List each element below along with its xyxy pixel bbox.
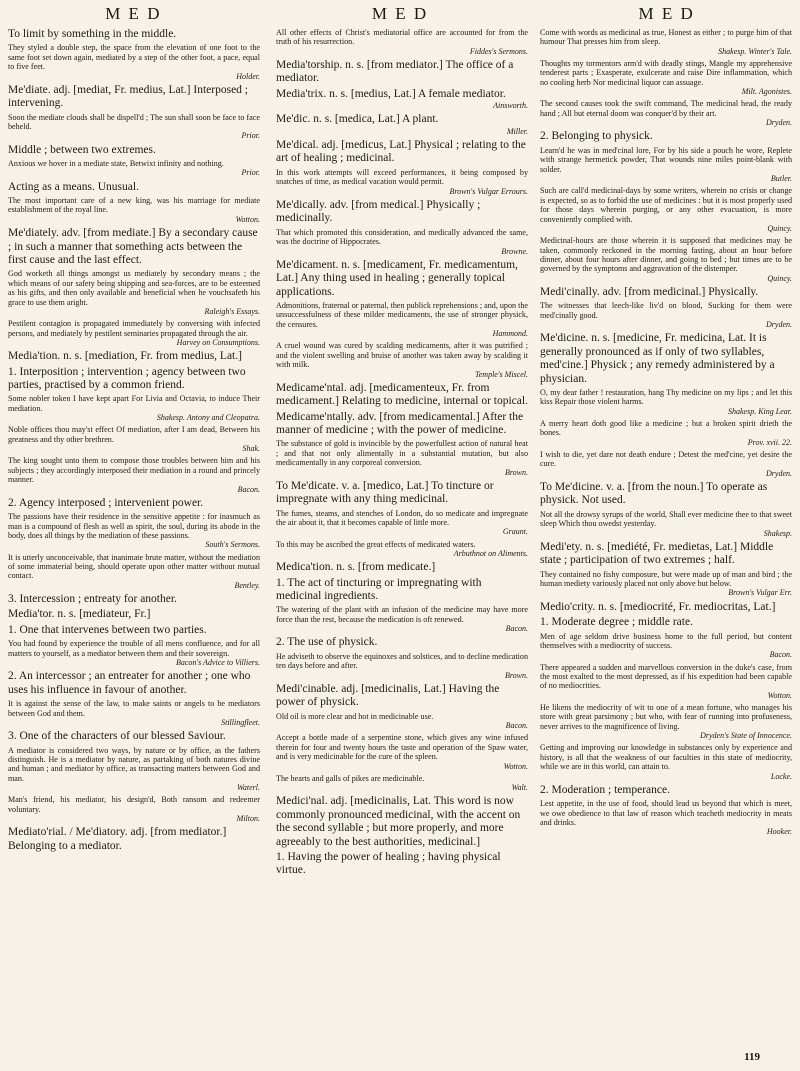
dictionary-entry bbox=[540, 570, 792, 599]
entry-citation: Fiddes's Sermons. bbox=[469, 46, 528, 56]
dictionary-entry bbox=[540, 784, 792, 797]
dictionary-entry bbox=[8, 269, 260, 317]
dictionary-entry bbox=[276, 88, 528, 112]
dictionary-entry bbox=[276, 411, 528, 438]
entry-definition: 2. The use of physick. bbox=[276, 636, 378, 649]
entry-citation: Arbuthnot on Aliments. bbox=[453, 549, 528, 559]
entry-definition: 2. Agency interposed ; intervenient power. bbox=[8, 496, 204, 509]
entry-quotation: Getting and improving our knowledge in substances only by experience and history, is all that the weakness of our faculties in this state of mediocrity, while we are in this world, can attain to. bbox=[540, 743, 792, 772]
dictionary-entry bbox=[540, 743, 792, 781]
entry-definition: Medi'cinally. adv. [from medicinal.] Physically. bbox=[540, 285, 759, 298]
entry-citation: Locke. bbox=[770, 771, 792, 781]
dictionary-entry bbox=[8, 425, 260, 454]
dictionary-entry bbox=[276, 259, 528, 299]
entry-definition: Medi'cinable. adj. [medicinalis, Lat.] Having the power of physick. bbox=[276, 682, 500, 709]
entry-definition: Acting as a means. Unusual. bbox=[8, 180, 139, 193]
dictionary-entry bbox=[8, 394, 260, 423]
dictionary-entry bbox=[540, 59, 792, 97]
dictionary-entry bbox=[8, 670, 260, 697]
entry-citation: Brown's Vulgar Err. bbox=[728, 588, 792, 598]
dictionary-entry bbox=[276, 712, 528, 732]
entry-definition: 2. An intercessor ; an entreater for another ; one who uses his influence in favour of another. bbox=[8, 670, 251, 696]
entry-quotation: O, my dear father ! restauration, hang Thy medicine on my lips ; and let this kiss Repair those violent harms. bbox=[540, 387, 792, 407]
dictionary-entry bbox=[8, 144, 260, 157]
dictionary-entry bbox=[540, 130, 792, 143]
entry-citation: Temple's Miscel. bbox=[475, 369, 528, 379]
entry-citation: Quincy. bbox=[767, 223, 792, 233]
dictionary-entry bbox=[8, 159, 260, 179]
entry-citation: Milt. Agonistes. bbox=[741, 87, 792, 97]
entry-citation: Milton. bbox=[236, 814, 260, 824]
entry-definition: Medi'ety. n. s. [mediété, Fr. medietas, Lat.] Middle state ; participation of two extremes ; half. bbox=[540, 540, 774, 567]
entry-quotation: The hearts and galls of pikes are medicinable. bbox=[276, 773, 425, 783]
entry-quotation: Men of age seldom drive business home to the full period, but content themselves with a mediocrity of success. bbox=[540, 631, 792, 650]
entry-quotation: Man's friend, his mediator, his design'd, Both ransom and redeemer voluntary. bbox=[8, 795, 260, 814]
entry-quotation: He adviseth to observe the equinoxes and solstices, and to decline medication ten days before and after. bbox=[276, 651, 528, 671]
entry-citation: Quincy. bbox=[767, 273, 792, 283]
entry-definition: Mediato'rial. / Me'diatory. adj. [from mediator.] Belonging to a mediator. bbox=[8, 826, 227, 852]
dictionary-entry bbox=[540, 99, 792, 128]
dictionary-entry bbox=[8, 84, 260, 111]
entry-citation: Shak. bbox=[242, 444, 260, 454]
entry-quotation: Pestilent contagion is propagated immediately by conversing with infected persons, and mediately by pestilent seminaries propagated through the air. bbox=[8, 319, 260, 338]
dictionary-entry bbox=[8, 113, 260, 142]
entry-definition: Me'dic. n. s. [medica, Lat.] A plant. bbox=[276, 113, 439, 126]
dictionary-entry bbox=[8, 639, 260, 668]
dictionary-entry bbox=[540, 388, 792, 417]
entry-citation: Raleigh's Essays. bbox=[204, 306, 260, 316]
entry-quotation: The witnesses that leech-like liv'd on blood, Sucking for them were med'cinally good. bbox=[540, 301, 792, 320]
entry-citation: Harvey on Consumptions. bbox=[176, 337, 260, 347]
dictionary-entry bbox=[8, 350, 260, 363]
entry-citation: Bacon. bbox=[237, 484, 260, 494]
entry-definition: Medicame'ntally. adv. [from medicamental.] After the manner of medicine ; with the power of medicine. bbox=[276, 410, 524, 436]
entry-quotation: Thoughts my tormentors arm'd with deadly stings, Mangle my apprehensive tenderest parts ; Exasperate, exulcerate and raise Dire inflammation, which no cooling herb Nor medicinal liquor can assuage. bbox=[540, 59, 792, 87]
entry-definition: 3. One of the characters of our blessed Saviour. bbox=[8, 730, 226, 743]
entry-quotation: Anxious we hover in a mediate state, Betwixt infinity and nothing. bbox=[8, 159, 224, 169]
entry-quotation: You had found by experience the trouble of all mens confluence, and for all matters to yourself, as a mediator between them and their sovereign. bbox=[8, 639, 260, 658]
dictionary-entry bbox=[540, 663, 792, 701]
dictionary-entry bbox=[276, 199, 528, 226]
entry-definition: Me'dically. adv. [from medical.] Physically ; medicinally. bbox=[276, 198, 481, 225]
entry-quotation: That which promoted this consideration, and medically advanced the same, was the doctrine of Hippocrates. bbox=[276, 227, 528, 247]
dictionary-entry bbox=[540, 799, 792, 837]
entry-citation: South's Sermons. bbox=[205, 540, 260, 550]
entry-citation: Bentley. bbox=[234, 580, 260, 590]
entry-quotation: The watering of the plant with an infusion of the medicine may have more force than the rest, because the medication is oft renewed. bbox=[276, 605, 528, 624]
entry-citation: Dryden. bbox=[766, 468, 792, 478]
dictionary-entry bbox=[540, 28, 792, 57]
dictionary-entry bbox=[540, 419, 792, 448]
entry-definition: Medici'nal. adj. [medicinalis, Lat. This word is now commonly pronounced medicinal, with the accent on the second syllable ; but more properly, and more agreeably to the best authorities, medicinal.] bbox=[276, 795, 521, 848]
running-header bbox=[0, 4, 800, 26]
entry-citation: Brown's Vulgar Errours. bbox=[449, 186, 528, 196]
entry-citation: Butler. bbox=[770, 174, 792, 184]
entry-definition: Media'trix. n. s. [medius, Lat.] A female mediator. bbox=[276, 87, 506, 100]
entry-citation: Dryden. bbox=[766, 320, 792, 330]
dictionary-entry bbox=[276, 733, 528, 771]
dictionary-entry bbox=[540, 186, 792, 234]
entry-quotation: They styled a double step, the space from the elevation of one foot to the same foot set down again, mediated by a step of the other foot, a pace, equal to five feet. bbox=[8, 43, 260, 72]
dictionary-entry bbox=[8, 624, 260, 637]
entry-citation: Shakesp. Antony and Cleopatra. bbox=[156, 413, 260, 423]
dictionary-entry bbox=[8, 196, 260, 225]
entry-definition: Medio'crity. n. s. [mediocrité, Fr. mediocritas, Lat.] bbox=[540, 600, 776, 613]
dictionary-entry bbox=[276, 577, 528, 604]
entry-citation: Bacon. bbox=[769, 650, 792, 660]
entry-quotation: Accept a bottle made of a serpentine stone, which gives any wine infused therein for four and twenty hours the taste and operation of the Spaw water, and is very medicinable for the cure of the spleen. bbox=[276, 733, 528, 762]
dictionary-entry bbox=[540, 510, 792, 539]
entry-quotation: There appeared a sudden and marvellous conversion in the duke's case, from the most exalted to the most depressed, as if his expedition had been capable of no mediocrities. bbox=[540, 662, 792, 691]
entry-citation: Ainsworth. bbox=[493, 101, 528, 111]
entry-quotation: A merry heart doth good like a medicine ; but a broken spirit drieth the bones. bbox=[540, 419, 792, 438]
dictionary-entry bbox=[540, 601, 792, 614]
entry-citation: Bacon's Advice to Villiers. bbox=[175, 658, 260, 668]
entry-quotation: He likens the mediocrity of wit to one of a mean fortune, who manages his store with great parsimony ; but who, with fear of running into profuseness, never arrives to the magnificence of living. bbox=[540, 702, 792, 731]
entry-definition: Media'tion. n. s. [mediation, Fr. from medius, Lat.] bbox=[8, 350, 242, 363]
entry-definition: Me'diately. adv. [from mediate.] By a secondary cause ; in such a manner that something acts between the first cause and the last effect. bbox=[8, 227, 258, 266]
dictionary-entry bbox=[540, 286, 792, 299]
entry-citation: Walt. bbox=[511, 783, 528, 793]
entry-quotation: I wish to die, yet dare not death endure ; Detest the med'cine, yet desire the cure. bbox=[540, 450, 792, 469]
entry-quotation: The second causes took the swift command, The medicinal head, the ready hand ; All but eternal doom was conquer'd by their art. bbox=[540, 99, 792, 118]
entry-definition: 3. Intercession ; entreaty for another. bbox=[8, 593, 177, 606]
entry-quotation: Learn'd he was in med'cinal lore, For by his side a pouch he wore, Replete with strange hermetick powder, That wounds nine miles point-blank with solder. bbox=[540, 145, 792, 174]
entry-definition: Medica'tion. n. s. [from medicate.] bbox=[276, 561, 436, 574]
entry-citation: Prov. xvii. 22. bbox=[747, 437, 792, 447]
dictionary-entry bbox=[276, 795, 528, 849]
dictionary-entry bbox=[8, 43, 260, 81]
dictionary-entry bbox=[276, 561, 528, 574]
entry-definition: Medicame'ntal. adj. [medicamenteux, Fr. from medicament.] Relating to medicine, internal or topical. bbox=[276, 381, 528, 408]
entry-definition: To Me'dicate. v. a. [medico, Lat.] To tincture or impregnate with any thing medicinal. bbox=[276, 479, 494, 506]
entry-citation: Stillingfleet. bbox=[221, 717, 260, 727]
dictionary-entry bbox=[276, 139, 528, 166]
entry-quotation: It is against the sense of the law, to make saints or angels to be mediators between God and them. bbox=[8, 699, 260, 718]
dictionary-entry bbox=[540, 541, 792, 568]
entry-citation: Dryden. bbox=[766, 118, 792, 128]
entry-citation: Shakesp. Winter's Tale. bbox=[718, 46, 792, 56]
entry-citation: Wotton. bbox=[503, 761, 528, 771]
entry-definition: Me'dical. adj. [medicus, Lat.] Physical ; relating to the art of healing ; medicinal. bbox=[276, 139, 526, 165]
entry-quotation: The passions have their residence in the sensitive appetite : for inasmuch as man is a compound of flesh as well as spirit, the soul, during its abode in the body, does all things by the mediation of these passions. bbox=[8, 512, 260, 541]
entry-citation: Bacon. bbox=[505, 624, 528, 634]
dictionary-entry bbox=[540, 301, 792, 330]
entry-quotation: Such are call'd medicinal-days by some writers, wherein no crisis or change is expected, so as to forbid the use of medicines : but it is most properly used for those days wherein purging, or any other evacuation, is more conveniently complied with. bbox=[540, 186, 792, 224]
entry-citation: Prior. bbox=[241, 131, 260, 141]
entry-citation: Prior. bbox=[241, 168, 260, 178]
header-right: M E D bbox=[638, 4, 695, 23]
entry-citation: Brown. bbox=[504, 670, 528, 680]
entry-definition: 1. Interposition ; intervention ; agency between two parties, practised by a common friend. bbox=[8, 365, 246, 391]
entry-citation: Wotton. bbox=[235, 214, 260, 224]
dictionary-entry bbox=[8, 512, 260, 550]
dictionary-entry bbox=[276, 439, 528, 477]
entry-citation: Shakesp. King Lear. bbox=[728, 406, 792, 416]
entry-quotation: Noble offices thou may'st effect Of mediation, after I am dead, Between his greatness and thy other brethren. bbox=[8, 425, 260, 444]
dictionary-entry bbox=[276, 382, 528, 409]
entry-quotation: A cruel wound was cured by scalding medicaments, after it was putrified ; and the violent swelling and bruise of another was taken away by scalding it with milk. bbox=[276, 341, 528, 370]
entry-quotation: They contained no fishy composure, but were made up of man and bird ; the human mediety variously placed not only above but below. bbox=[540, 569, 792, 589]
entry-citation: Hammond. bbox=[492, 329, 528, 339]
entry-quotation: A mediator is considered two ways, by nature or by office, as the fathers distinguish. He is a mediator by nature, as partaking of both natures divine and human ; and mediator by office, as transacting matters between God and man. bbox=[8, 745, 260, 783]
entry-quotation: The fumes, steams, and stenches of London, do so medicate and impregnate the air about it, that it becomes capable of little more. bbox=[276, 508, 528, 528]
dictionary-entry bbox=[276, 540, 528, 560]
entry-citation: Dryden's State of Innocence. bbox=[700, 731, 792, 741]
dictionary-entry bbox=[276, 59, 528, 86]
dictionary-entry bbox=[276, 228, 528, 257]
dictionary-entry bbox=[276, 509, 528, 538]
entry-definition: Media'torship. n. s. [from mediator.] The office of a mediator. bbox=[276, 59, 514, 85]
column-right bbox=[540, 28, 792, 1046]
header-center: M E D bbox=[371, 4, 429, 23]
dictionary-entry bbox=[8, 227, 260, 267]
entry-quotation: In this work attempts will exceed performances, it being composed by snatches of time, as medical vacation would permit. bbox=[276, 167, 528, 187]
entry-citation: Graunt. bbox=[502, 527, 528, 537]
entry-citation: Bacon. bbox=[505, 721, 528, 731]
dictionary-entry bbox=[8, 553, 260, 591]
entry-citation: Miller. bbox=[506, 126, 528, 136]
entry-quotation: Come with words as medicinal as true, Honest as either ; to purge him of that humour That presses him from sleep. bbox=[540, 28, 792, 47]
entry-definition: 1. Having the power of healing ; having physical virtue. bbox=[276, 850, 501, 877]
entry-definition: To limit by something in the middle. bbox=[8, 28, 177, 40]
column-middle bbox=[276, 28, 528, 1046]
entry-definition: Me'dicament. n. s. [medicament, Fr. medicamentum, Lat.] Any thing used in healing ; generally topical applications. bbox=[276, 258, 518, 298]
entry-quotation: God worketh all things amongst us mediately by secondary means ; the which means of our safety being shipping and sea-forces, are to be esteemed as his gifts, and then only available and beneficial when he vouchsafeth his grace to use them aright. bbox=[8, 269, 260, 307]
dictionary-entry bbox=[8, 319, 260, 348]
entry-quotation: All other effects of Christ's mediatorial office are accounted for from the truth of his resurrection. bbox=[276, 28, 528, 47]
entry-definition: 1. The act of tincturing or impregnating with medicinal ingredients. bbox=[276, 576, 482, 603]
page-number: 119 bbox=[744, 1051, 760, 1063]
dictionary-entry bbox=[8, 366, 260, 393]
dictionary-entry bbox=[276, 652, 528, 681]
dictionary-entry bbox=[540, 616, 792, 629]
dictionary-entry bbox=[540, 632, 792, 661]
entry-citation: Hooker. bbox=[766, 827, 792, 837]
entry-quotation: To this may be ascribed the great effects of medicated waters. bbox=[276, 539, 476, 549]
entry-definition: 1. Moderate degree ; middle rate. bbox=[540, 616, 693, 629]
entry-citation: Shakesp. bbox=[763, 528, 792, 538]
entry-citation: Brown. bbox=[504, 467, 528, 477]
dictionary-entry bbox=[276, 683, 528, 710]
entry-quotation: Old oil is more clear and hot in medicinable use. bbox=[276, 711, 434, 721]
entry-citation: Holder. bbox=[236, 71, 260, 81]
dictionary-entry bbox=[540, 332, 792, 386]
dictionary-entry bbox=[276, 113, 528, 137]
entry-quotation: The king sought unto them to compose those troubles between him and his subjects ; they accordingly interposed their mediation in a round and princely manner. bbox=[8, 456, 260, 485]
column-left bbox=[8, 28, 260, 1046]
entry-quotation: Admonitions, fraternal or paternal, then publick reprehensions ; and, upon the unsuccessfulness of these milder medicaments, the use of stronger physick, the censures. bbox=[276, 300, 528, 329]
entry-quotation: The substance of gold is invincible by the powerfullest action of natural heat ; and that not only alimentally in a substantial mutation, but also medicamentally in any corporeal conversion. bbox=[276, 439, 528, 468]
dictionary-entry bbox=[276, 168, 528, 197]
entry-definition: 1. One that intervenes between two parties. bbox=[8, 623, 207, 636]
dictionary-entry bbox=[8, 608, 260, 621]
dictionary-entry bbox=[276, 301, 528, 339]
dictionary-entry bbox=[276, 774, 528, 794]
entry-quotation: Soon the mediate clouds shall be dispell'd ; The sun shall soon be face to face beheld. bbox=[8, 112, 260, 132]
dictionary-entry bbox=[276, 480, 528, 507]
entry-definition: Media'tor. n. s. [mediateur, Fr.] bbox=[8, 608, 151, 621]
header-left: M E D bbox=[105, 4, 162, 23]
entry-definition: To Me'dicine. v. a. [from the noun.] To operate as physick. Not used. bbox=[540, 481, 768, 507]
entry-definition: Me'diate. adj. [mediat, Fr. medius, Lat.] Interposed ; intervening. bbox=[8, 83, 248, 110]
entry-definition: Me'dicine. n. s. [medicine, Fr. medicina, Lat. It is generally pronounced as if only of two syllables, med'cine.] Physick ; any remedy administered by a physician. bbox=[540, 332, 775, 385]
dictionary-entry bbox=[276, 341, 528, 379]
dictionary-entry bbox=[276, 605, 528, 634]
dictionary-entry bbox=[8, 593, 260, 606]
dictionary-entry bbox=[8, 497, 260, 510]
dictionary-entry bbox=[8, 28, 260, 41]
entry-quotation: The most important care of a new king, was his marriage for mediate establishment of the royal line. bbox=[8, 196, 260, 215]
dictionary-entry bbox=[8, 699, 260, 728]
entry-citation: Browne. bbox=[501, 246, 528, 256]
entry-quotation: Some nobler token I have kept apart For Livia and Octavia, to induce Their mediation. bbox=[8, 394, 260, 413]
entry-citation: Wotton. bbox=[767, 690, 792, 700]
entry-quotation: Medicinal-hours are those wherein it is supposed that medicines may be taken, commonly reckoned in the morning fasting, about an hour before dinner, about four hours after dinner, and going to bed ; but times are to be governed by the symptoms and aggravation of the distemper. bbox=[540, 236, 792, 274]
dictionary-entry bbox=[8, 181, 260, 194]
entry-definition: Middle ; between two extremes. bbox=[8, 143, 156, 156]
dictionary-entry bbox=[8, 746, 260, 794]
dictionary-entry bbox=[540, 146, 792, 184]
dictionary-entry bbox=[540, 481, 792, 508]
dictionary-entry bbox=[8, 730, 260, 743]
dictionary-entry bbox=[276, 851, 528, 878]
dictionary-entry bbox=[540, 236, 792, 284]
dictionary-entry bbox=[276, 28, 528, 57]
entry-citation: Waterl. bbox=[236, 783, 260, 793]
entry-definition: 2. Moderation ; temperance. bbox=[540, 783, 670, 796]
dictionary-entry bbox=[8, 795, 260, 824]
entry-quotation: It is utterly unconceivable, that inanimate brute matter, without the mediation of some immaterial being, should operate upon other matter without mutual contact. bbox=[8, 552, 260, 581]
entry-quotation: Lest appetite, in the use of food, should lead us beyond that which is meet, we owe obedience to that law of reason which teacheth mediocrity in meats and drinks. bbox=[540, 799, 792, 827]
dictionary-entry bbox=[8, 456, 260, 494]
dictionary-entry bbox=[540, 703, 792, 741]
entry-definition: 2. Belonging to physick. bbox=[540, 130, 653, 143]
dictionary-entry bbox=[276, 636, 528, 649]
dictionary-entry bbox=[540, 450, 792, 479]
entry-quotation: Not all the drowsy syrups of the world, Shall ever medicine thee to that sweet sleep Which thou owedst yesterday. bbox=[540, 509, 792, 529]
dictionary-entry bbox=[8, 826, 260, 853]
